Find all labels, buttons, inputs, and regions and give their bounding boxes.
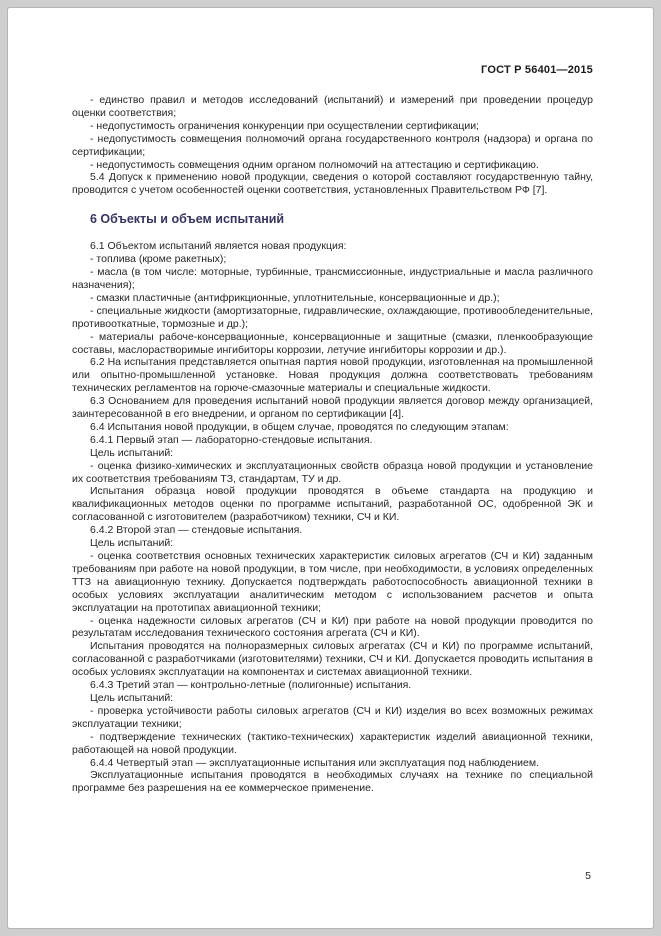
document-page <box>7 7 654 929</box>
list-item-paragraph: - оценка надежности силовых агрегатов (СЧ и КИ) при работе на новой продукции проводится по результатам исследования технического состояния агрегата (СЧ и КИ). <box>72 614 593 640</box>
paragraph: 6.4.1 Первый этап — лабораторно-стендовые испытания. <box>90 433 373 446</box>
list-item-paragraph: - смазки пластичные (антифрикционные, уплотнительные, консервационные и др.); <box>90 291 500 304</box>
paragraph: Цель испытаний: <box>90 691 174 704</box>
list-item-paragraph: - материалы рабоче-консервационные, консервационные и защитные (смазки, пленкообразующие составы, маслорастворимые ингибиторы коррозии, летучие ингибиторы коррозии и др.). <box>72 330 593 356</box>
paragraph: 6.1 Объектом испытаний является новая продукция: <box>90 240 347 253</box>
document-body <box>8 78 653 795</box>
list-item-paragraph: - масла (в том числе: моторные, турбинные, трансмиссионные, индустриальные и масла различного назначения); <box>72 266 593 291</box>
paragraph: 6.4 Испытания новой продукции, в общем случае, проводятся по следующим этапам: <box>90 420 509 433</box>
page-footer <box>585 866 591 884</box>
list-item-paragraph: - недопустимость совмещения одним органом полномочий на аттестацию и сертификацию. <box>90 158 539 171</box>
list-item-paragraph: - единство правил и методов исследований (испытаний) и измерений при проведении процедур оценки соответствия; <box>72 94 593 119</box>
list-item-paragraph: - специальные жидкости (амортизаторные, гидравлические, охлаждающие, противообледенительные, противооткатные, тормозные и др.); <box>72 304 593 330</box>
paragraph: Испытания проводятся на полноразмерных силовых агрегатах (СЧ и КИ) по программе испытаний, согласованной с разработчиками (изготовителями) техники, СЧ и КИ. Допускается проводить испытания в особых условиях эксплуатации на компонентах и системах авиационной техники. <box>72 640 593 679</box>
paragraph: Эксплуатационные испытания проводятся в необходимых случаях на технике по специальной программе без разрешения на ее коммерческое применение. <box>72 769 593 795</box>
list-item-paragraph: - недопустимость совмещения полномочий органа государственного контроля (надзора) и органа по сертификации; <box>72 132 593 158</box>
page-number: 5 <box>585 870 591 882</box>
paragraph: Цель испытаний: <box>90 537 174 550</box>
paragraph: Цель испытаний: <box>90 446 174 459</box>
list-item-paragraph: - недопустимость ограничения конкуренции при осуществлении сертификации; <box>90 119 479 132</box>
paragraph: Испытания образца новой продукции проводятся в объеме стандарта на продукцию и квалификационных методов оценки по программе испытаний, разработанной ОС, одобренной ЭК и согласованной с изготовителем (разработчиком) техники, СЧ и КИ. <box>72 485 593 524</box>
list-item-paragraph: - топлива (кроме ракетных); <box>90 253 227 266</box>
paragraph: 6.3 Основанием для проведения испытаний новой продукции является договор между организацией, заинтересованной в его внедрении, и органом по сертификации [4]. <box>72 395 593 421</box>
document-number: ГОСТ Р 56401—2015 <box>481 64 593 76</box>
list-item-paragraph: - проверка устойчивости работы силовых агрегатов (СЧ и КИ) изделия во всех возможных режимах эксплуатации техники; <box>72 704 593 730</box>
section-heading: 6 Объекты и объем испытаний <box>90 212 285 227</box>
list-item-paragraph: - подтверждение технических (тактико-технических) характеристик изделий авиационной техники, работающей на новой продукции. <box>72 730 593 756</box>
paragraph: 6.2 На испытания представляется опытная партия новой продукции, изготовленная на промышленной или опытно-промышленной установке. Новая продукция должна соответствовать требованиям технических регламентов на горюче-смазочные материалы и специальные жидкости. <box>72 356 593 395</box>
paragraph: 6.4.3 Третий этап — контрольно-летные (полигонные) испытания. <box>90 679 412 692</box>
paragraph: 5.4 Допуск к применению новой продукции, сведения о которой составляют государственную тайну, проводится с учетом особенностей оценки соответствия, установленных Правительством РФ [7]. <box>72 171 593 197</box>
list-item-paragraph: - оценка соответствия основных технических характеристик силовых агрегатов (СЧ и КИ) заданным требованиям при работе на новой продукции, в том числе, при необходимости, в условиях определенных ТТЗ на авиационную технику. Допускается подтверждать работоспособность авиационной техники в особых условиях эксплуатации аналитическим методом с использованием расчетов и опыта эксплуатации на прототипах авиационной техники; <box>72 550 593 614</box>
list-item-paragraph: - оценка физико-химических и эксплуатационных свойств образца новой продукции и установление их соответствия требованиям ТЗ, стандартам, ТУ и др. <box>72 459 593 485</box>
paragraph: 6.4.2 Второй этап — стендовые испытания. <box>90 524 303 537</box>
paragraph: 6.4.4 Четвертый этап — эксплуатационные испытания или эксплуатация под наблюдением. <box>90 756 540 769</box>
page-header <box>8 8 653 78</box>
